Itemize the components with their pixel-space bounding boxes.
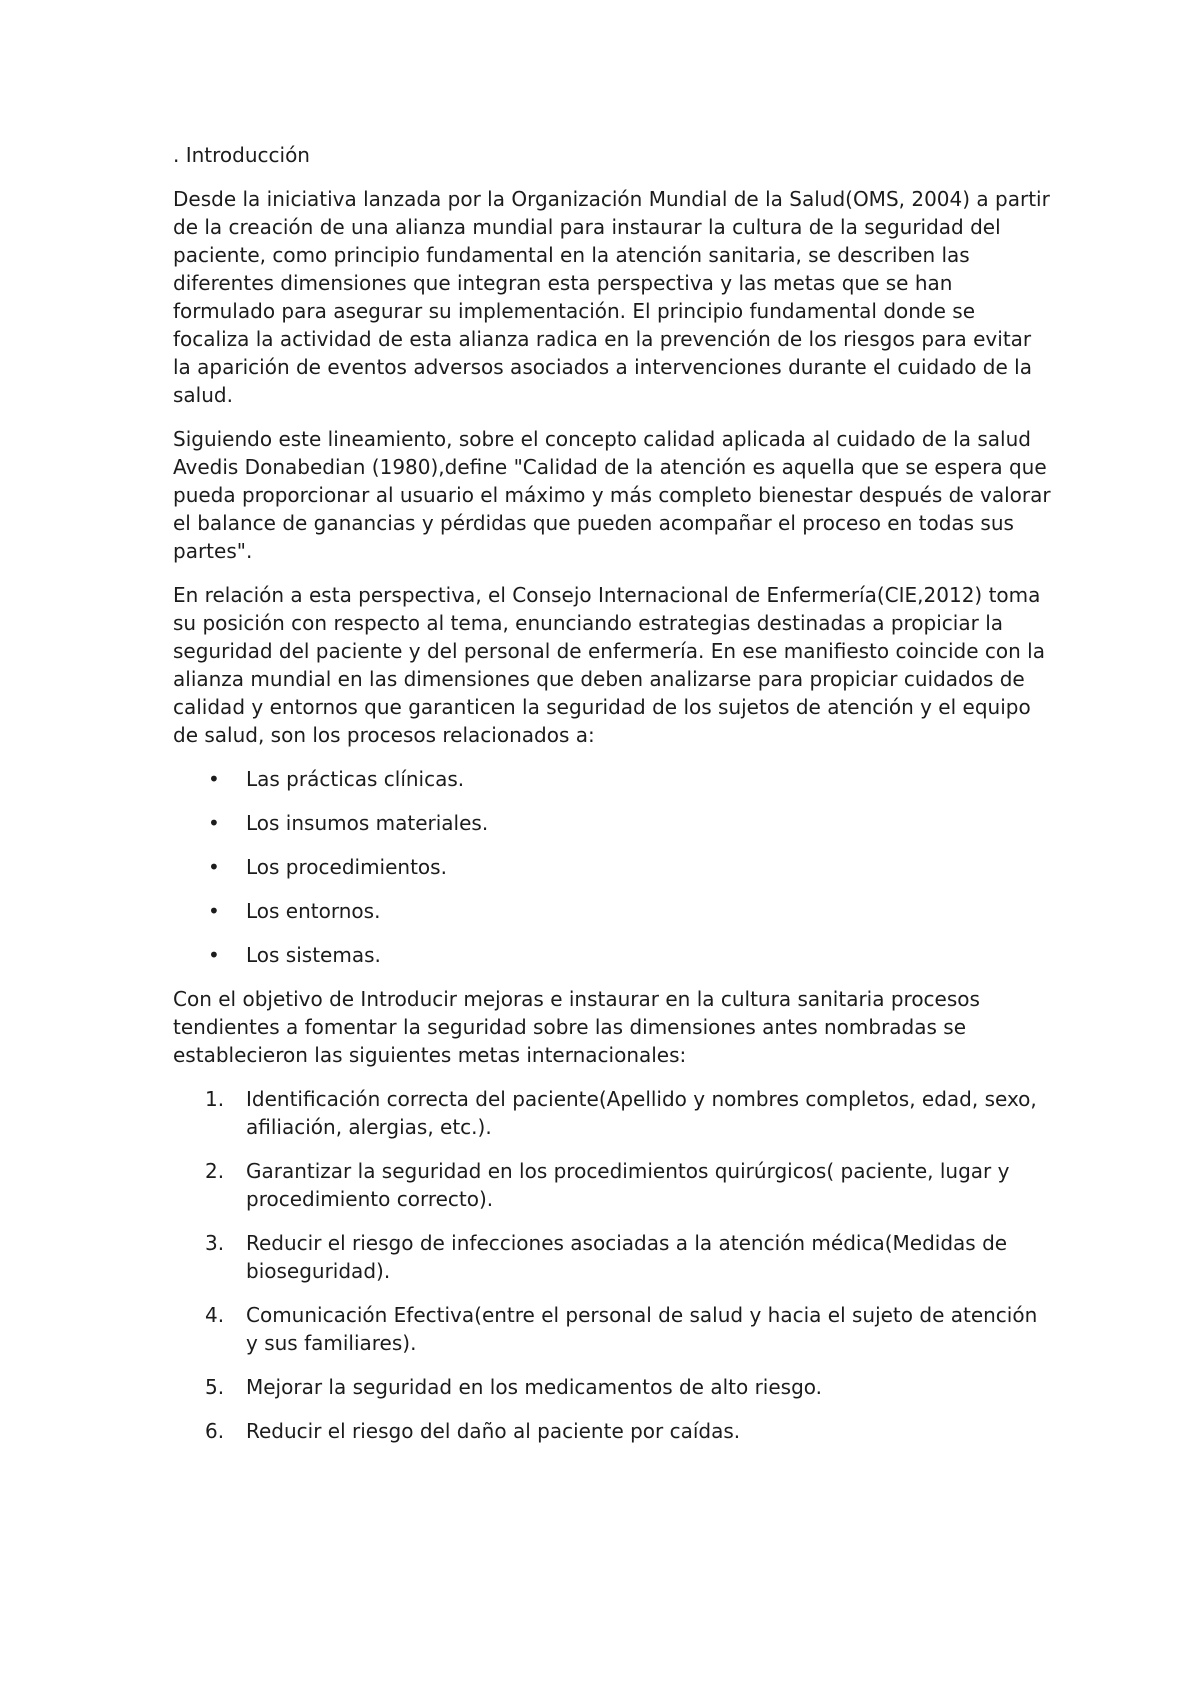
- list-item-text: Identificación correcta del paciente(Apellido y nombres completos, edad, sexo, afiliación, alergias, etc.).: [246, 1087, 1037, 1139]
- list-item: [173, 1157, 1053, 1213]
- list-item-text: Los entornos.: [246, 899, 381, 923]
- list-item-text: Mejorar la seguridad en los medicamentos de alto riesgo.: [246, 1375, 823, 1399]
- list-item: [173, 897, 1053, 925]
- paragraph-oms: Desde la iniciativa lanzada por la Organización Mundial de la Salud(OMS, 2004) a partir de la creación de una alianza mundial para instaurar la cultura de la seguridad del paciente, como principio fundamental en la atención sanitaria, se describen las diferentes dimensiones que integran esta perspectiva y las metas que se han formulado para asegurar su implementación. El principio fundamental donde se focaliza la actividad de esta alianza radica en la prevención de los riesgos para evitar la aparición de eventos adversos asociados a intervenciones durante el cuidado de la salud.: [173, 187, 1050, 407]
- list-item-text: Reducir el riesgo de infecciones asociadas a la atención médica(Medidas de bioseguridad).: [246, 1231, 1008, 1283]
- dimensions-list: [173, 765, 1053, 969]
- bullet-marker: •: [208, 855, 220, 879]
- bullet-marker: •: [208, 811, 220, 835]
- list-item-text: Comunicación Efectiva(entre el personal de salud y hacia el sujeto de atención y sus familiares).: [246, 1303, 1038, 1355]
- list-item-text: Los procedimientos.: [246, 855, 447, 879]
- paragraph-cie: En relación a esta perspectiva, el Consejo Internacional de Enfermería(CIE,2012) toma su posición con respecto al tema, enunciando estrategias destinadas a propiciar la seguridad del paciente y del personal de enfermería. En ese manifiesto coincide con la alianza mundial en las dimensiones que deben analizarse para propiciar cuidados de calidad y entornos que garanticen la seguridad de los sujetos de atención y el equipo de salud, son los procesos relacionados a:: [173, 583, 1045, 747]
- list-item: [173, 809, 1053, 837]
- bullet-marker: •: [208, 767, 220, 791]
- item-number: 1.: [205, 1087, 225, 1111]
- list-item: [173, 853, 1053, 881]
- list-item: [173, 1085, 1053, 1141]
- list-item: [173, 941, 1053, 969]
- list-item-text: Reducir el riesgo del daño al paciente por caídas.: [246, 1419, 741, 1443]
- item-number: 4.: [205, 1303, 225, 1327]
- list-item-text: Los sistemas.: [246, 943, 381, 967]
- item-number: 5.: [205, 1375, 225, 1399]
- list-item: [173, 1373, 1053, 1401]
- list-item-text: Las prácticas clínicas.: [246, 767, 465, 791]
- bullet-marker: •: [208, 943, 220, 967]
- item-number: 2.: [205, 1159, 225, 1183]
- list-item: [173, 1301, 1053, 1357]
- list-item-text: Los insumos materiales.: [246, 811, 489, 835]
- list-item: [173, 765, 1053, 793]
- list-item: [173, 1417, 1053, 1445]
- document-title: . Introducción: [173, 143, 310, 167]
- document-page: [173, 141, 1053, 1461]
- paragraph-goals-intro: Con el objetivo de Introducir mejoras e instaurar en la cultura sanitaria procesos tendientes a fomentar la seguridad sobre las dimensiones antes nombradas se establecieron las siguientes metas internacionales:: [173, 987, 980, 1067]
- list-item: [173, 1229, 1053, 1285]
- bullet-marker: •: [208, 899, 220, 923]
- paragraph-donabedian: Siguiendo este lineamiento, sobre el concepto calidad aplicada al cuidado de la salud Avedis Donabedian (1980),define "Calidad de la atención es aquella que se espera que pueda proporcionar al usuario el máximo y más completo bienestar después de valorar el balance de ganancias y pérdidas que pueden acompañar el proceso en todas sus partes".: [173, 427, 1051, 563]
- list-item-text: Garantizar la seguridad en los procedimientos quirúrgicos( paciente, lugar y procedimiento correcto).: [246, 1159, 1010, 1211]
- item-number: 3.: [205, 1231, 225, 1255]
- item-number: 6.: [205, 1419, 225, 1443]
- international-goals-list: [173, 1085, 1053, 1445]
